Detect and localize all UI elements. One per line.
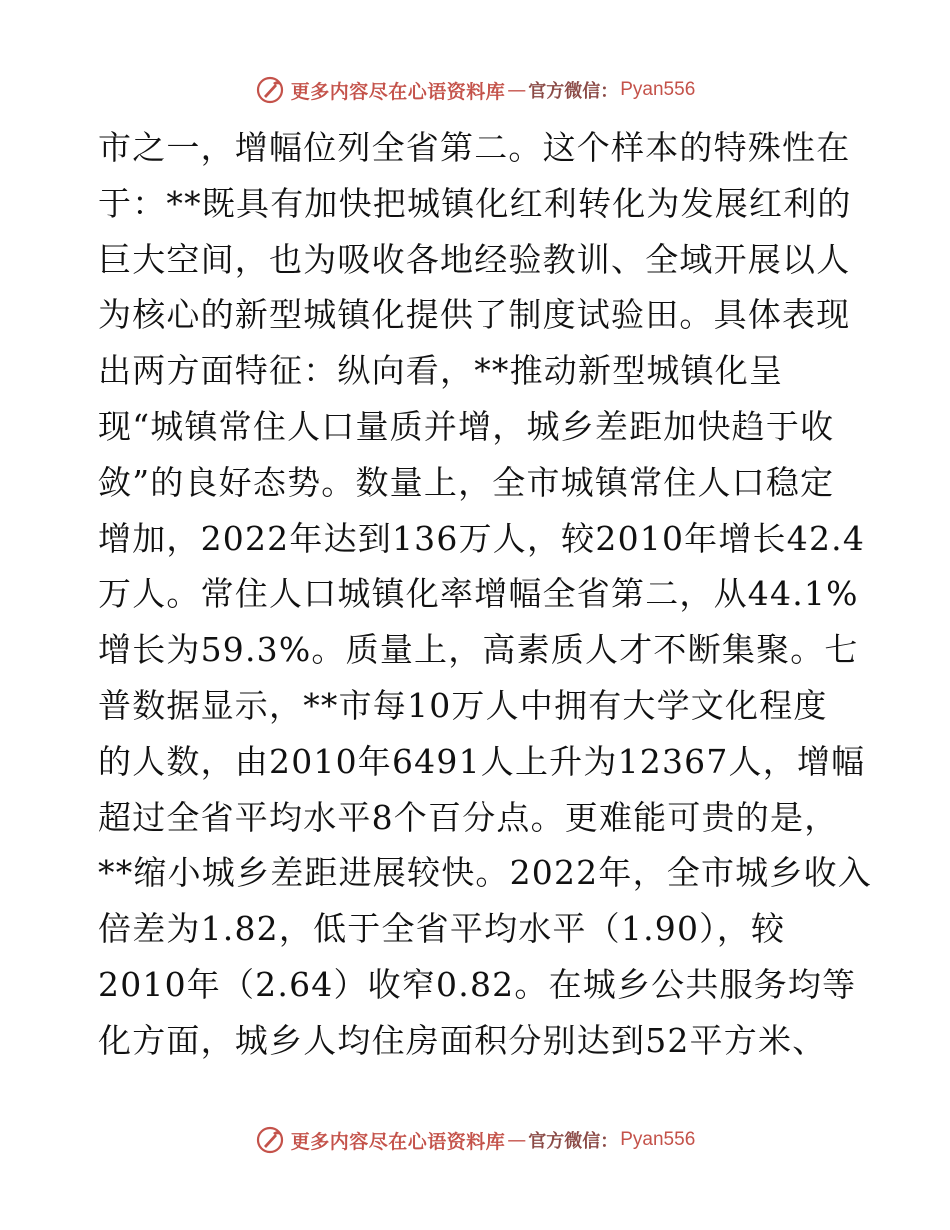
body-line: 超过全省平均水平8个百分点。更难能可贵的是，	[98, 797, 839, 837]
header-wechat-label: 官方微信：	[528, 81, 619, 102]
body-line: 为核心的新型城镇化提供了制度试验田。具体表现	[98, 295, 851, 335]
footer-wechat-handle: Pyan556	[620, 1129, 696, 1150]
document-body	[98, 120, 872, 1069]
header-banner	[0, 70, 950, 110]
body-line: 出两方面特征：纵向看，**推动新型城镇化呈	[98, 351, 784, 391]
body-line: 市之一，增幅位列全省第二。这个样本的特殊性在	[98, 128, 851, 167]
body-line: 敛”的良好态势。数量上，全市城镇常住人口稳定	[98, 462, 835, 502]
body-line: 增长为59.3%。质量上，高素质人才不断集聚。七	[98, 630, 859, 670]
header-wechat-handle: Pyan556	[620, 79, 696, 100]
body-line: 现“城镇常住人口量质并增，城乡差距加快趋于收	[98, 406, 835, 446]
body-line: 万人。常住人口城镇化率增幅全省第二，从44.1%	[98, 574, 859, 614]
body-line: 倍差为1.82，低于全省平均水平（1.90），较	[98, 909, 786, 949]
footer-brand-text: 更多内容尽在心语资料库	[290, 1130, 506, 1153]
footer-separator: —	[507, 1129, 527, 1151]
footer-wechat-label: 官方微信：	[528, 1131, 619, 1152]
body-line: 增加，2022年达到136万人，较2010年增长42.4	[98, 518, 866, 558]
body-line: 2010年（2.64）收窄0.82。在城乡公共服务均等	[98, 964, 857, 1004]
body-line: 化方面，城乡人均住房面积分别达到52平方米、	[98, 1020, 827, 1060]
body-line: **缩小城乡差距进展较快。2022年，全市城乡收入	[98, 853, 872, 893]
header-brand-text: 更多内容尽在心语资料库	[290, 80, 506, 103]
body-line: 巨大空间，也为吸收各地经验教训、全域开展以人	[98, 239, 851, 279]
quill-logo-icon	[255, 75, 285, 105]
body-line: 普数据显示，**市每10万人中拥有大学文化程度	[98, 685, 828, 725]
body-line: 的人数，由2010年6491人上升为12367人，增幅	[98, 741, 866, 781]
body-line: 于：**既具有加快把城镇化红利转化为发展红利的	[98, 183, 852, 223]
footer-banner	[0, 1120, 950, 1160]
header-separator: —	[507, 79, 527, 101]
quill-logo-icon	[255, 1125, 285, 1155]
